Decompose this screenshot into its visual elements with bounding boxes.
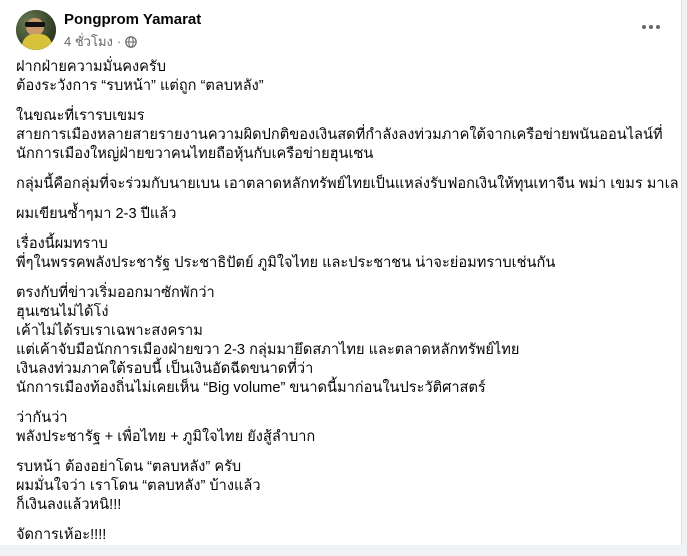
post-line: กลุ่มนี้คือกลุ่มที่จะร่วมกับนายเบน เอาตลาดหลักทรัพย์ไทยเป็นแหล่งรับฟอกเงินให้ทุนเทาจีน พม่า เขมร มาเล xyxy=(16,176,679,192)
post-line: เรื่องนี้ผมทราบ xyxy=(16,236,108,252)
post-paragraph xyxy=(16,175,679,194)
post-line: รบหน้า ต้องอย่าโดน “ตลบหลัง” ครับ xyxy=(16,459,242,475)
post-line: นักการเมืองท้องถิ่นไม่เคยเห็น “Big volume” ขนาดนี้มาก่อนในประวัติศาสตร์ xyxy=(16,380,486,396)
author-name[interactable]: Pongprom Yamarat xyxy=(64,11,202,28)
more-options-button[interactable] xyxy=(637,16,665,38)
post-time[interactable]: 4 ชั่วโมง xyxy=(64,34,113,49)
post-header xyxy=(16,10,665,52)
post-line: ว่ากันว่า xyxy=(16,410,68,426)
post-line: ฮุนเซนไม่ได้โง่ xyxy=(16,304,109,320)
post-paragraph xyxy=(16,205,665,224)
post-line: ผมมั่นใจว่า เราโดน “ตลบหลัง” บ้างแล้ว xyxy=(16,478,261,494)
post-line: สายการเมืองหลายสายรายงานความผิดปกติของเงินสดที่กำลังลงท่วมภาคใต้จากเครือข่ายพนันออนไลน์ที่ xyxy=(16,127,663,143)
post-paragraph xyxy=(16,235,665,273)
post-meta xyxy=(64,31,137,52)
post-paragraph xyxy=(16,526,665,545)
post-line: เค้าไม่ได้รบเราเฉพาะสงคราม xyxy=(16,323,203,339)
post-line: จัดการเห้อะ!!!! xyxy=(16,527,107,543)
post-line: ตรงกับที่ข่าวเริ่มออกมาซักพักว่า xyxy=(16,285,215,301)
post-line: พลังประชารัฐ + เพื่อไทย + ภูมิใจไทย ยังสู้ลำบาก xyxy=(16,429,316,445)
post-line: ฝากฝ่ายความมั่นคงครับ xyxy=(16,59,166,75)
post-paragraph xyxy=(16,409,665,447)
more-horizontal-icon xyxy=(642,25,646,29)
post-paragraph xyxy=(16,107,665,164)
globe-icon[interactable] xyxy=(125,36,137,48)
post-line: แต่เค้าจับมือนักการเมืองฝ่ายขวา 2-3 กลุ่มมายึดสภาไทย และตลาดหลักทรัพย์ไทย xyxy=(16,342,520,358)
post-line: เงินลงท่วมภาคใต้รอบนี้ เป็นเงินอัดฉีดขนาดที่ว่า xyxy=(16,361,314,377)
post-paragraph xyxy=(16,284,665,398)
post-paragraph xyxy=(16,458,665,515)
post-paragraph xyxy=(16,58,665,96)
post-line: ก็เงินลงแล้วหนิ!!! xyxy=(16,497,122,513)
author-avatar[interactable] xyxy=(16,10,56,50)
post-line: ผมเขียนซ้ำๆมา 2-3 ปีแล้ว xyxy=(16,206,177,222)
post-line: ในขณะที่เรารบเขมร xyxy=(16,108,145,124)
meta-separator: · xyxy=(116,34,122,49)
post-line: นักการเมืองใหญ่ฝ่ายขวาคนไทยถือหุ้นกับเครือข่ายฮุนเซน xyxy=(16,146,374,162)
post-line: ต้องระวังการ “รบหน้า” แต่ถูก “ตลบหลัง” xyxy=(16,78,264,94)
post-text xyxy=(16,58,679,556)
post-line: พี่ๆในพรรคพลังประชารัฐ ประชาธิปัตย์ ภูมิใจไทย และประชาชน น่าจะย่อมทราบเช่นกัน xyxy=(16,255,556,271)
